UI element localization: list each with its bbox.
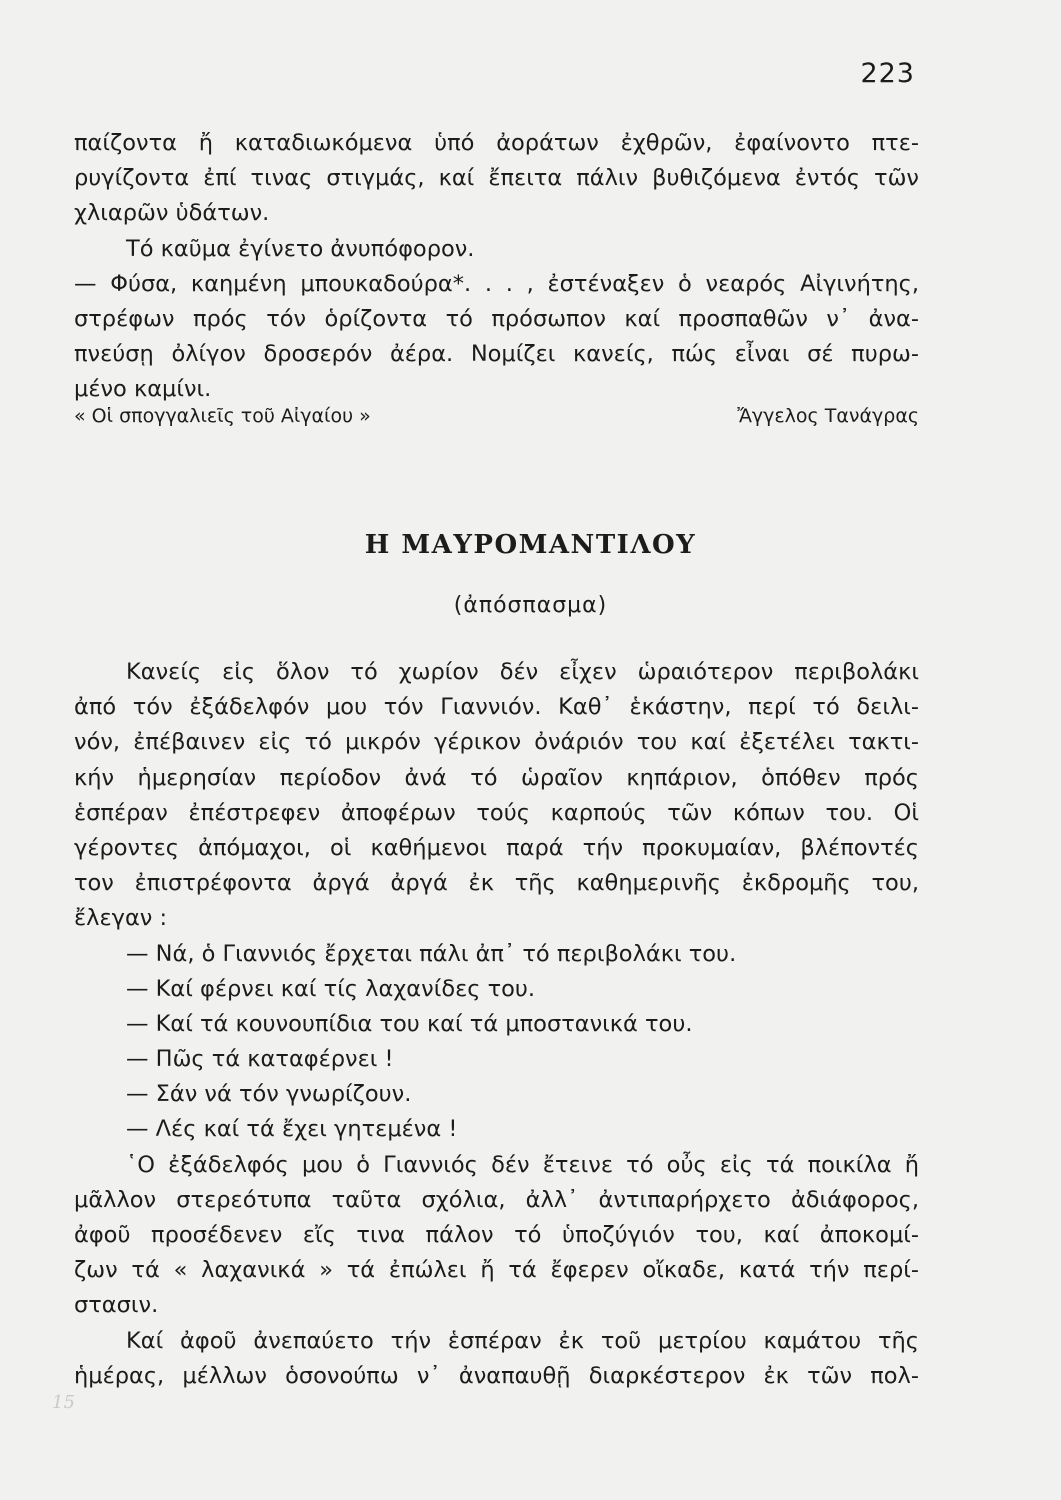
text-line: νόν, ἐπέβαινεν εἰς τό μικρόν γέρικον ὀνάριόν του καί ἐξετέλει τακτι- <box>74 729 919 756</box>
text-line: ζων τά « λαχανικά » τά ἐπώλει ἤ τά ἔφερεν οἴκαδε, κατά τήν περί- <box>74 1257 919 1284</box>
bleed-through-mark: 15 <box>52 1392 75 1413</box>
text-line: πνεύσῃ ὀλίγον δροσερόν ἀέρα. Νομίζει κανείς, πώς εἶναι σέ πυρω- <box>74 341 919 368</box>
text-line: ἀπό τόν ἐξάδελφόν μου τόν Γιαννιόν. Καθ᾽ ἑκάστην, περί τό δειλι- <box>74 694 919 721</box>
dialogue-line: — Σάν νά τόν γνωρίζουν. <box>126 1081 412 1108</box>
dialogue-line: — Νά, ὁ Γιαννιός ἔρχεται πάλι ἀπ᾽ τό περιβολάκι του. <box>126 940 737 967</box>
source-book: « Οἱ σπογγαλιεῖς τοῦ Αἰγαίου » <box>74 405 371 427</box>
chapter-subtitle: (ἀπόσπασμα) <box>453 593 608 618</box>
text-line: ἔλεγαν : <box>74 905 168 932</box>
text-line: χλιαρῶν ὑδάτων. <box>74 200 270 227</box>
source-author: Ἄγγελος Τανάγρας <box>737 405 919 427</box>
text-line: γέροντες ἀπόμαχοι, οἱ καθήμενοι παρά τήν προκυμαίαν, βλέποντές <box>74 834 919 861</box>
text-line: τον ἐπιστρέφοντα ἀργά ἀργά ἐκ τῆς καθημερινῆς ἐκδρομῆς του, <box>74 870 919 897</box>
text-line: — Φύσα, καημένη μπουκαδούρα*. . . , ἐστέναξεν ὁ νεαρός Αἰγινήτης, <box>74 270 919 297</box>
text-line: Καί ἀφοῦ ἀνεπαύετο τήν ἑσπέραν ἐκ τοῦ μετρίου καμάτου τῆς <box>126 1327 919 1354</box>
text-line: ῾Ο ἐξάδελφός μου ὁ Γιαννιός δέν ἔτεινε τό οὖς εἰς τά ποικίλα ἤ <box>126 1151 919 1178</box>
text-line: ἀφοῦ προσέδενεν εἴς τινα πάλον τό ὑποζύγιόν του, καί ἀποκομί- <box>74 1222 919 1248</box>
dialogue-line: — Καί φέρνει καί τίς λαχανίδες του. <box>126 975 536 1002</box>
dialogue-line: — Πῶς τά καταφέρνει ! <box>126 1046 394 1073</box>
page-number: 223 <box>860 58 915 89</box>
text-line: στασιν. <box>74 1292 159 1319</box>
text-line: ἡμέρας, μέλλων ὁσονούπω ν᾽ ἀναπαυθῇ διαρκέστερον ἐκ τῶν πολ- <box>74 1362 919 1389</box>
source-citation <box>74 405 919 427</box>
dialogue-line: — Λές καί τά ἔχει γητεμένα ! <box>126 1116 458 1143</box>
text-line: Κανείς εἰς ὅλον τό χωρίον δέν εἶχεν ὡραιότερον περιβολάκι <box>126 659 919 685</box>
excerpt-top <box>74 126 919 408</box>
text-line: ἑσπέραν ἐπέστρεφεν ἀποφέρων τούς καρπούς τῶν κόπων του. Οἱ <box>74 799 919 826</box>
text-line: μένο καμίνι. <box>74 376 212 403</box>
text-line: ρυγίζοντα ἐπί τινας στιγμάς, καί ἔπειτα πάλιν βυθιζόμενα ἐντός τῶν <box>74 165 919 192</box>
text-line: κήν ἡμερησίαν περίοδον ἀνά τό ὡραῖον κηπάριον, ὁπόθεν πρός <box>74 764 919 791</box>
text-line: Τό καῦμα ἐγίνετο ἀνυπόφορον. <box>126 235 475 262</box>
text-line: στρέφων πρός τόν ὁρίζοντα τό πρόσωπον καί προσπαθῶν ν᾽ ἀνα- <box>74 305 919 332</box>
chapter-title: Η ΜΑΥΡΟΜΑΝΤΙΛΟΥ <box>364 530 697 560</box>
body-text <box>74 655 919 1394</box>
text-line: παίζοντα ἤ καταδιωκόμενα ὑπό ἀοράτων ἐχθρῶν, ἐφαίνοντο πτε- <box>74 130 919 156</box>
text-line: μᾶλλον στερεότυπα ταῦτα σχόλια, ἀλλ᾽ ἀντιπαρήρχετο ἀδιάφορος, <box>74 1186 919 1213</box>
dialogue-line: — Καί τά κουνουπίδια του καί τά μποστανικά του. <box>126 1010 693 1037</box>
